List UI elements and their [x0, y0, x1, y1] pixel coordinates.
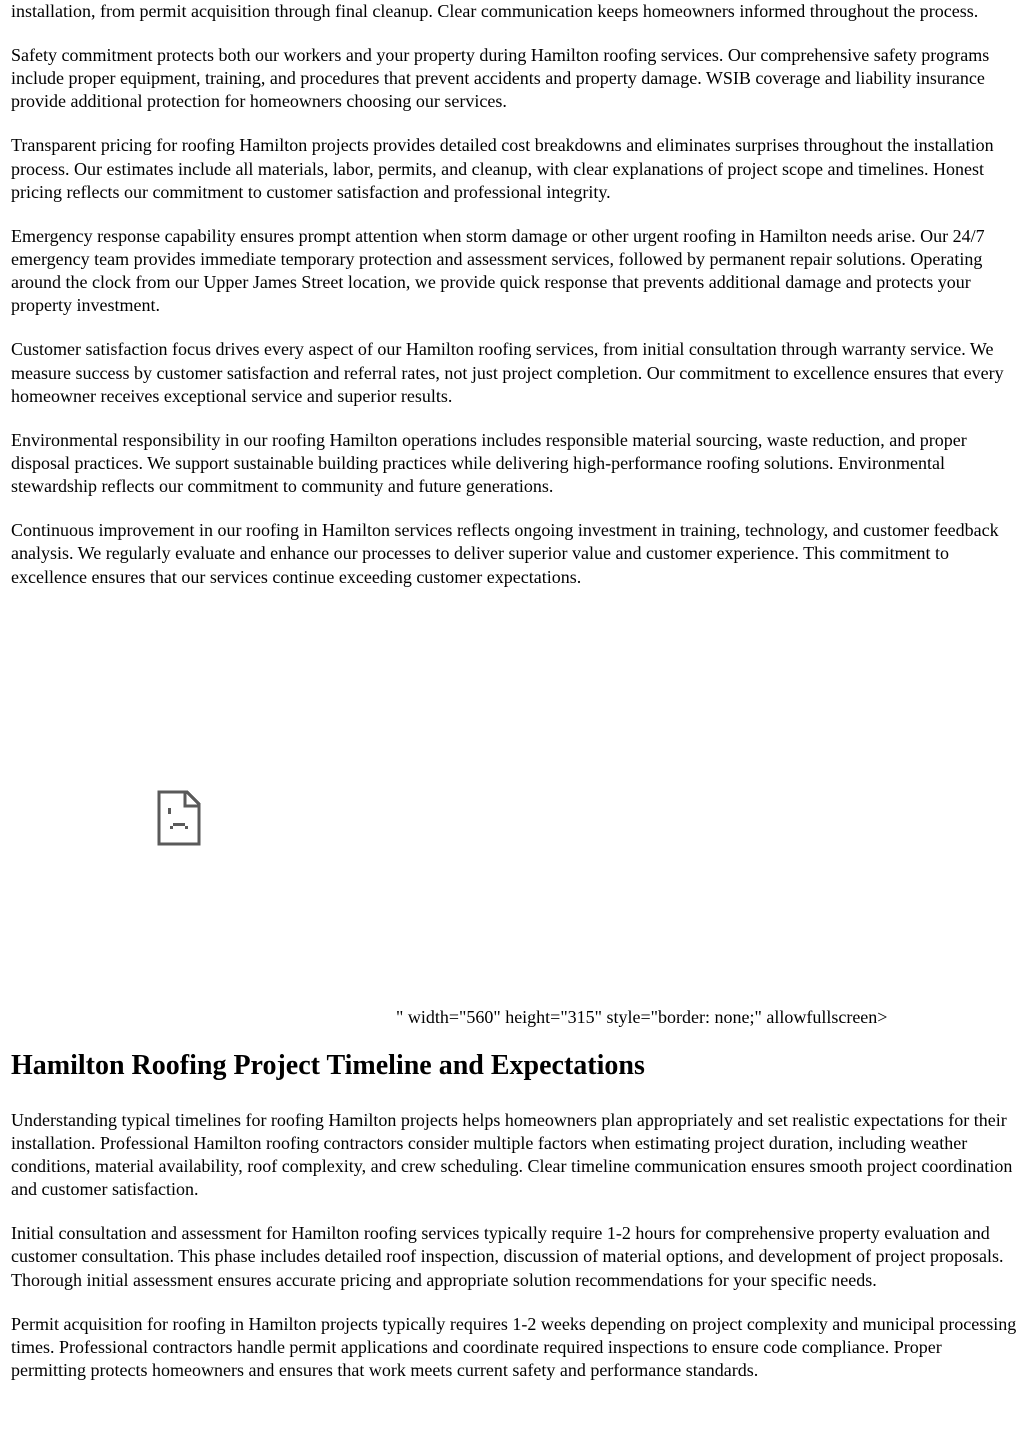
broken-embed-area	[11, 610, 1017, 1027]
paragraph-communication-continued: installation, from permit acquisition through final cleanup. Clear communication keeps homeowners informed throughout the process.	[11, 1, 979, 21]
paragraph-initial-consultation: Initial consultation and assessment for Hamilton roofing services typically require 1-2 hours for comprehensive property evaluation and customer consultation. This phase includes detailed roof inspection, discussion of material options, and development of project proposals. Thorough initial assessment ensures accurate pricing and appropriate solution recommendations for your specific needs.	[11, 1223, 1004, 1290]
paragraph-safety-commitment: Safety commitment protects both our workers and your property during Hamilton roofing services. Our comprehensive safety programs include proper equipment, training, and procedures that prevent accidents and property damage. WSIB coverage and liability insurance provide additional protection for homeowners choosing our services.	[11, 45, 990, 112]
broken-iframe[interactable]	[11, 610, 571, 925]
leftover-iframe-markup-text: " width="560" height="315" style="border: none;" allowfullscreen>	[396, 1006, 888, 1027]
paragraph-transparent-pricing: Transparent pricing for roofing Hamilton projects provides detailed cost breakdowns and eliminates surprises throughout the installation process. Our estimates include all materials, labor, permits, and cleanup, with clear explanations of project scope and timelines. Honest pricing reflects our commitment to customer satisfaction and professional integrity.	[11, 135, 994, 202]
article-body	[11, 0, 1017, 1403]
paragraph-customer-satisfaction: Customer satisfaction focus drives every aspect of our Hamilton roofing services, from initial consultation through warranty service. We measure success by customer satisfaction and referral rates, not just project completion. Our commitment to excellence ensures that every homeowner receives exceptional service and superior results.	[11, 339, 1004, 406]
paragraph-understanding-timelines: Understanding typical timelines for roofing Hamilton projects helps homeowners plan appropriately and set realistic expectations for their installation. Professional Hamilton roofing contractors consider multiple factors when estimating project duration, including weather conditions, material availability, roof complexity, and crew scheduling. Clear timeline communication ensures smooth project coordination and customer satisfaction.	[11, 1109, 1013, 1200]
broken-page-icon	[157, 790, 201, 846]
paragraph-environmental-responsibility: Environmental responsibility in our roofing Hamilton operations includes responsible material sourcing, waste reduction, and proper disposal practices. We support sustainable building practices while delivering high-performance roofing solutions. Environmental stewardship reflects our commitment to community and future generations.	[11, 429, 967, 497]
paragraph-emergency-response: Emergency response capability ensures prompt attention when storm damage or other urgent roofing in Hamilton needs arise. Our 24/7 emergency team provides immediate temporary protection and assessment services, followed by permanent repair solutions. Operating around the clock from our Upper James Street location, we provide quick response that prevents additional damage and protects your property investment.	[11, 225, 985, 316]
paragraph-permit-acquisition: Permit acquisition for roofing in Hamilton projects typically requires 1-2 weeks depending on project complexity and municipal processing times. Professional contractors handle permit applications and coordinate required inspections to ensure code compliance. Proper permitting protects homeowners and ensures that work meets current safety and performance standards.	[11, 1313, 1017, 1381]
section-heading-timeline: Hamilton Roofing Project Timeline and Expectations	[11, 1049, 645, 1081]
paragraph-continuous-improvement: Continuous improvement in our roofing in Hamilton services reflects ongoing investment in training, technology, and customer feedback analysis. We regularly evaluate and enhance our processes to deliver superior value and customer experience. This commitment to excellence ensures that our services continue exceeding customer expectations.	[11, 520, 999, 587]
